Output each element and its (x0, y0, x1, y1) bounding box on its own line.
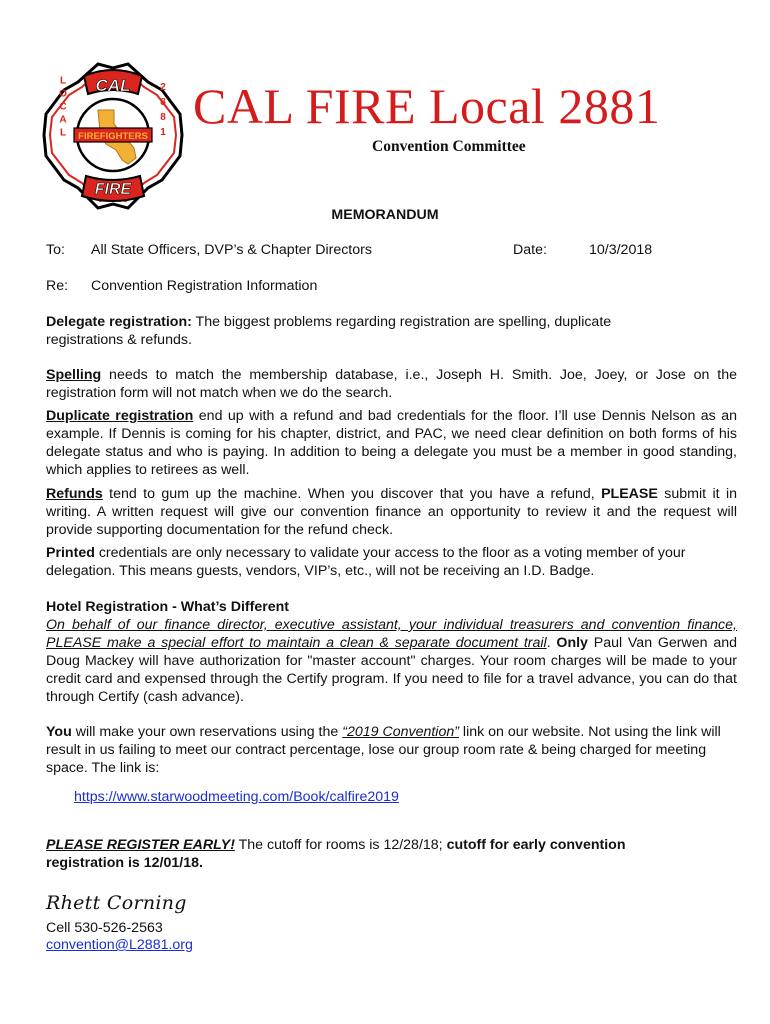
date-value: 10/3/2018 (589, 242, 653, 258)
spelling-text: needs to match the membership database, i.e., Joseph H. Smith. Joe, Joey, or Jose on the registration form will not match when we do the search. (46, 367, 737, 401)
printed-lead: Printed (46, 545, 95, 561)
printed-paragraph (46, 544, 737, 580)
hotel-paragraph (46, 616, 737, 706)
re-value: Convention Registration Information (91, 278, 318, 294)
spelling-paragraph (46, 366, 737, 402)
starwood-booking-link[interactable]: https://www.starwoodmeeting.com/Book/calfire2019 (74, 789, 399, 805)
register-paragraph (46, 836, 686, 872)
logo-center-text: FIREFIGHTERS (78, 131, 148, 142)
to-label: To: (46, 242, 65, 258)
duplicate-text: end up with a refund and bad credentials for the floor. I’ll use Dennis Nelson as an example. If Dennis is coming for his chapter, district, and PAC, we need clear definition on both forms of his delegate status and who is paying. In addition to being a delegate you must be a member in good standing, which applies to retirees as well. (46, 408, 737, 478)
hotel-period: . (546, 635, 557, 651)
logo-bottom-text: FIRE (94, 181, 132, 198)
signature: Rhett Corning (46, 892, 187, 914)
you-text-2: link on our website. Not using the link will result in us failing to meet our contract percentage, lose our group room rate & being charged for meeting space. The link is: (46, 724, 721, 776)
refunds-text-2: submit it in writing. A written request will give our convention finance an opportunity to review it and the request will provide supporting documentation for the refund check. (46, 486, 738, 538)
refunds-paragraph (46, 485, 737, 539)
register-bold: cutoff for early convention registration is 12/01/18. (46, 837, 626, 871)
you-lead: You (46, 724, 72, 740)
logo-right-text: 2881 (157, 82, 169, 142)
printed-text: credentials are only necessary to validate your access to the floor as a voting member of your delegation. This means guests, vendors, VIP’s, etc., will not be receiving an I.D. Badge. (46, 545, 686, 579)
hotel-text: Paul Van Gerwen and Doug Mackey will have authorization for "master account" charges. Your room charges will be made to your credit card and expensed through the Certify program. If you need to file for a travel advance, you can do that through Certify (cash advance). (46, 635, 737, 705)
hotel-only: Only (556, 635, 588, 651)
refunds-please: PLEASE (601, 486, 658, 502)
register-text: The cutoff for rooms is 12/28/18; (234, 837, 447, 853)
delegate-lead: Delegate registration: (46, 314, 192, 330)
you-text-1: will make your own reservations using the (71, 724, 343, 740)
refunds-text-1: tend to gum up the machine. When you discover that you have a refund, (102, 486, 602, 502)
logo-top-text: CAL (95, 76, 131, 95)
duplicate-paragraph (46, 407, 737, 479)
date-label: Date: (513, 242, 547, 258)
memo-heading: MEMORANDUM (331, 207, 439, 223)
cal-fire-local-2881-logo (40, 62, 186, 210)
page-subtitle: Convention Committee (372, 138, 526, 155)
register-lead: PLEASE REGISTER EARLY! (46, 837, 235, 853)
contact-email-link[interactable]: convention@L2881.org (46, 937, 193, 953)
page-title: CAL FIRE Local 2881 (193, 78, 661, 134)
to-value: All State Officers, DVP’s & Chapter Directors (91, 242, 372, 258)
convention-link-text[interactable]: “2019 Convention” (342, 724, 459, 740)
delegate-text: The biggest problems regarding registration are spelling, duplicate registrations & refunds. (46, 314, 612, 348)
hotel-italic: On behalf of our finance director, executive assistant, your individual treasurers and convention finance, PLEASE make a special effort to maintain a clean & separate document trail (46, 617, 737, 651)
spelling-lead: Spelling (46, 367, 102, 383)
hotel-heading: Hotel Registration - What’s Different (46, 599, 290, 615)
logo-left-text: LOCAL (57, 75, 69, 141)
refunds-lead: Refunds (46, 486, 103, 502)
reservation-paragraph (46, 723, 737, 777)
re-label: Re: (46, 278, 69, 294)
delegate-paragraph (46, 313, 666, 349)
duplicate-lead: Duplicate registration (46, 408, 194, 424)
contact-phone: Cell 530-526-2563 (46, 920, 163, 936)
